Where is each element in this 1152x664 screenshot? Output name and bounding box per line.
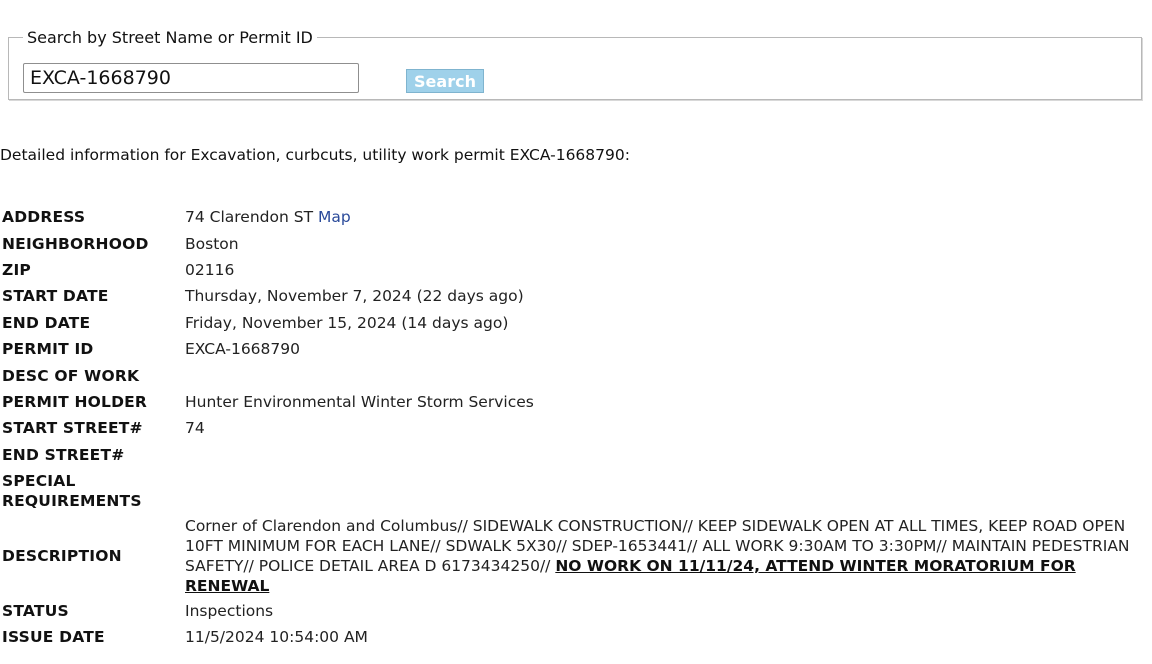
permit-id-label: PERMIT ID: [2, 340, 94, 359]
description-emphasis: NO WORK ON 11/11/24, ATTEND WINTER MORATORIUM FOR RENEWAL: [185, 556, 1076, 595]
description-value: [185, 514, 1145, 598]
neighborhood-label: NEIGHBORHOOD: [2, 234, 149, 253]
table-row: [2, 442, 1145, 468]
description-label: DESCRIPTION: [2, 546, 122, 565]
table-row: [2, 204, 1145, 230]
table-row: [2, 415, 1145, 441]
special-requirements-value: [185, 468, 1145, 514]
table-row: [2, 514, 1145, 598]
permit-intro-text: Detailed information for Excavation, curbcuts, utility work permit EXCA-1668790:: [0, 146, 630, 164]
table-row: [2, 468, 1145, 514]
desc-of-work-value: [185, 362, 1145, 388]
map-link[interactable]: Map: [318, 208, 351, 227]
issue-date-label: ISSUE DATE: [2, 628, 105, 647]
search-panel: [8, 28, 1142, 100]
end-date-label: END DATE: [2, 313, 91, 332]
table-row: [2, 257, 1145, 283]
permit-holder-value: Hunter Environmental Winter Storm Services: [185, 392, 534, 411]
status-value: Inspections: [185, 602, 274, 621]
table-row: [2, 389, 1145, 415]
table-row: [2, 310, 1145, 336]
search-button[interactable]: Search: [406, 69, 484, 93]
table-row: [2, 336, 1145, 362]
permit-holder-label: PERMIT HOLDER: [2, 392, 148, 411]
end-street-label: END STREET#: [2, 445, 125, 464]
address-label: ADDRESS: [2, 208, 86, 227]
status-label: STATUS: [2, 602, 69, 621]
special-requirements-label: [2, 468, 185, 514]
search-legend: Search by Street Name or Permit ID: [27, 28, 313, 47]
permit-id-value: EXCA-1668790: [185, 340, 300, 359]
description-text-block: [185, 516, 1145, 596]
start-street-value: 74: [185, 419, 205, 438]
table-row: [2, 362, 1145, 388]
start-date-label: START DATE: [2, 287, 109, 306]
search-input[interactable]: [23, 63, 359, 93]
description-text: Corner of Clarendon and Columbus// SIDEWALK CONSTRUCTION// KEEP SIDEWALK OPEN AT ALL TIMES, KEEP ROAD OPEN 10FT MINIMUM FOR EACH LANE// SDWALK 5X30// SDEP-1653441// ALL WORK 9:30AM TO 3:30PM// MAINTAIN PEDESTRIAN SAFETY// POLICE DETAIL AREA D 6173434250//: [185, 516, 1130, 575]
table-row: [2, 598, 1145, 624]
address-value: [185, 204, 1145, 230]
table-row: [2, 624, 1145, 650]
start-street-label: START STREET#: [2, 419, 143, 438]
issue-date-value: 11/5/2024 10:54:00 AM: [185, 628, 368, 647]
special-requirements-label-line1: SPECIAL: [2, 471, 76, 490]
end-street-value: [185, 442, 1145, 468]
special-requirements-label-line2: REQUIREMENTS: [2, 491, 142, 510]
zip-value: 02116: [185, 260, 235, 279]
zip-label: ZIP: [2, 260, 31, 279]
neighborhood-value: Boston: [185, 234, 239, 253]
table-row: [2, 283, 1145, 309]
table-row: [2, 230, 1145, 256]
permit-details-table: [2, 204, 1145, 651]
start-date-value: Thursday, November 7, 2024 (22 days ago): [185, 287, 524, 306]
address-text: 74 Clarendon ST: [185, 208, 314, 227]
end-date-value: Friday, November 15, 2024 (14 days ago): [185, 313, 509, 332]
desc-of-work-label: DESC OF WORK: [2, 366, 140, 385]
